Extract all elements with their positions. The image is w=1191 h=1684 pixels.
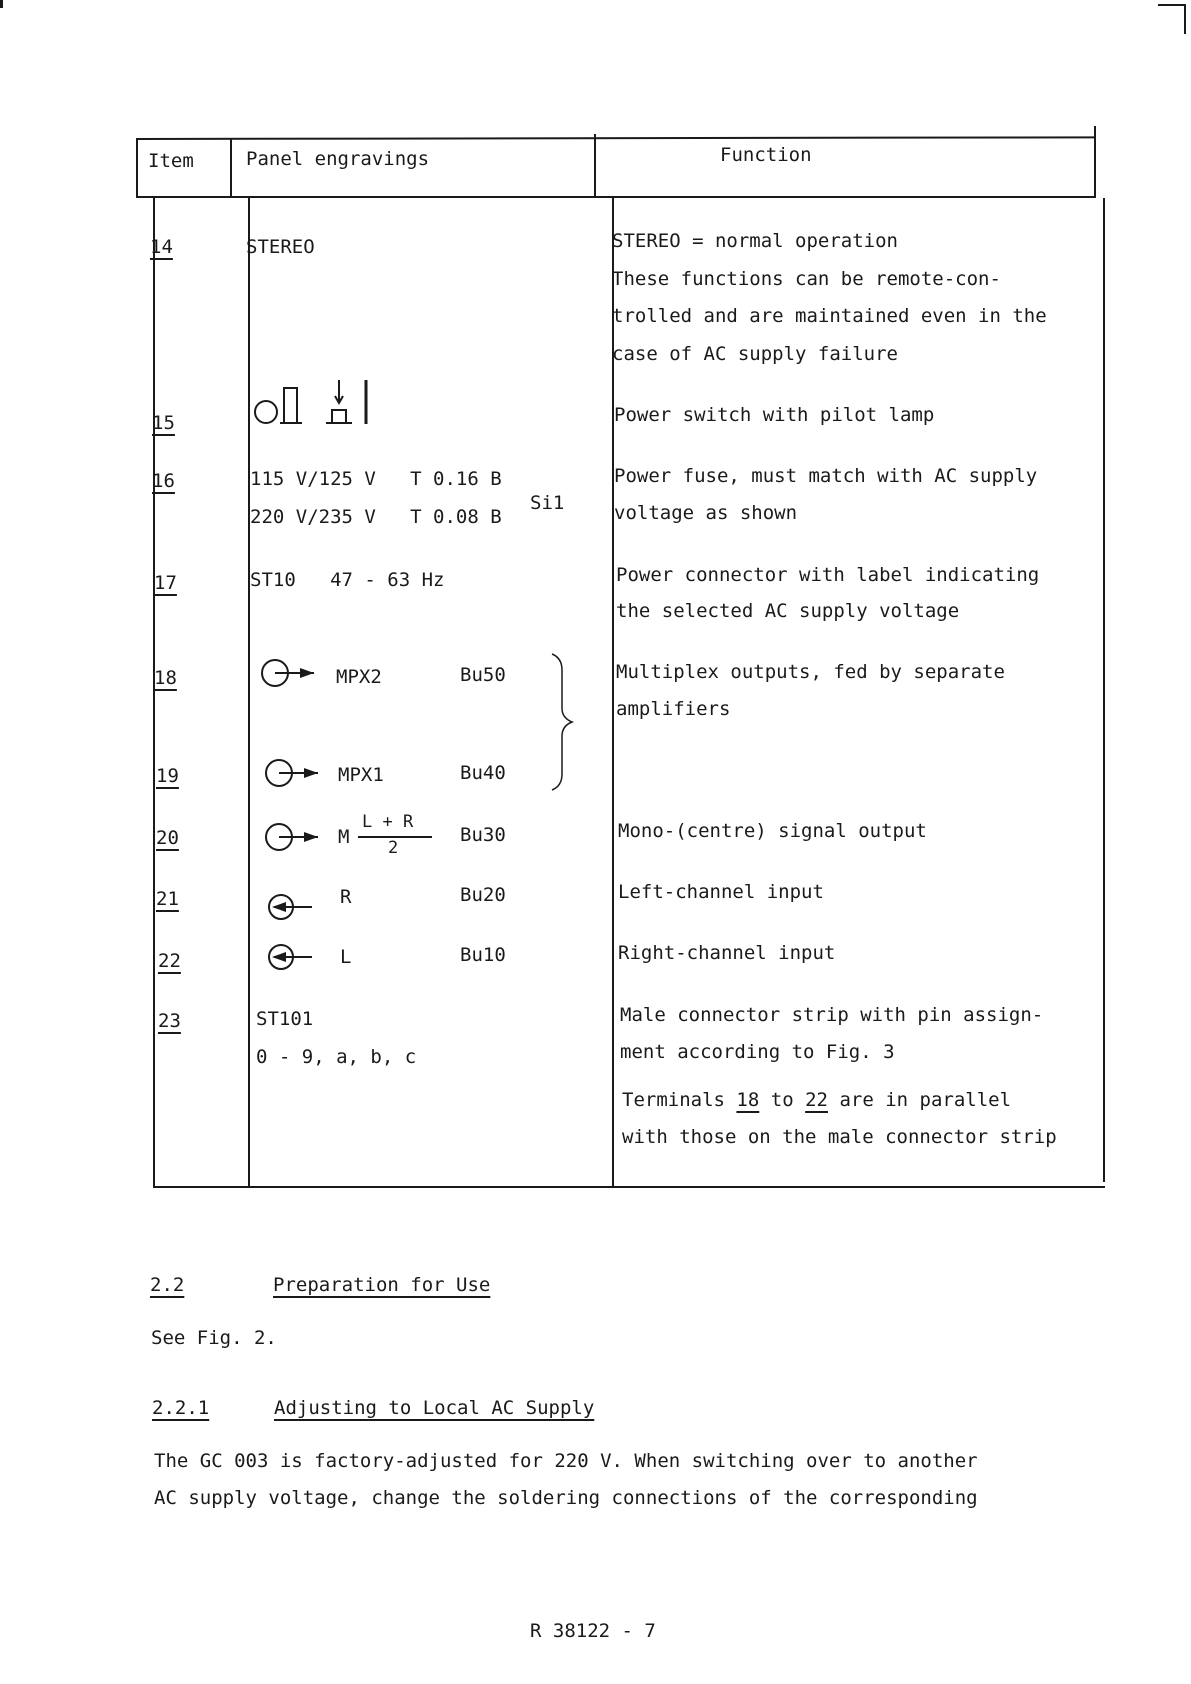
item-number: 21 — [156, 888, 179, 910]
output-jack-icon — [264, 756, 324, 790]
function-text: Power fuse, must match with AC supply — [614, 465, 1038, 487]
note-ref-18: 18 — [736, 1089, 760, 1111]
table-bottom-border — [153, 1186, 1105, 1188]
fuse-designation: Si1 — [530, 492, 565, 514]
function-text: amplifiers — [616, 698, 731, 720]
section-title-preparation: Preparation for Use — [273, 1274, 491, 1296]
note-suffix: are in parallel — [839, 1089, 1012, 1111]
item-number: 22 — [158, 950, 181, 972]
item-number: 14 — [150, 236, 173, 258]
engraving-text: ST10 47 - 63 Hz — [250, 569, 445, 591]
header-col-divider-2 — [594, 134, 596, 198]
item-number: 19 — [156, 765, 179, 787]
item-number: 20 — [156, 827, 179, 849]
engraving-text: 115 V/125 V T 0.16 B — [250, 468, 502, 490]
function-text: Multiplex outputs, fed by separate — [616, 661, 1005, 683]
function-text: the selected AC supply voltage — [616, 600, 960, 622]
header-panel-engravings: Panel engravings — [246, 148, 430, 170]
function-text: Power connector with label indicating — [616, 564, 1040, 586]
function-text: trolled and are maintained even in the — [612, 305, 1047, 327]
terminals-note-line2: with those on the male connector strip — [622, 1126, 1057, 1148]
table-top-border — [136, 136, 1096, 140]
header-divider — [136, 196, 1096, 198]
connector-label: M — [338, 826, 350, 848]
function-text: Power switch with pilot lamp — [614, 404, 935, 426]
page-reference: R 38122 - 7 — [530, 1620, 656, 1642]
power-switch-symbols-icon — [252, 378, 382, 428]
body-col-divider-1 — [248, 198, 250, 1188]
socket-label: Bu40 — [460, 762, 506, 784]
connector-label: L — [340, 946, 352, 968]
note-mid: to — [770, 1089, 794, 1111]
engraving-text: STEREO — [246, 236, 315, 258]
header-right-border — [1094, 126, 1096, 198]
engraving-text: 220 V/235 V T 0.08 B — [250, 506, 502, 528]
page-corner-mark — [1158, 0, 1186, 34]
item-number: 23 — [158, 1010, 181, 1032]
section-body-line: AC supply voltage, change the soldering connections of the corresponding — [154, 1487, 978, 1509]
header-col-divider-1 — [230, 138, 232, 198]
function-text: case of AC supply failure — [612, 343, 898, 365]
function-text: Male connector strip with pin assign- — [620, 1004, 1044, 1026]
body-left-border — [153, 198, 155, 1188]
socket-label: Bu30 — [460, 824, 506, 846]
item-number: 15 — [152, 412, 175, 434]
note-prefix: Terminals — [622, 1089, 725, 1111]
body-right-border — [1103, 198, 1105, 1182]
connector-label: MPX1 — [338, 764, 384, 786]
engraving-text: 0 - 9, a, b, c — [256, 1046, 417, 1068]
fraction-numerator: L + R — [362, 812, 414, 832]
output-jack-icon — [264, 820, 324, 854]
function-text: Left-channel input — [618, 881, 824, 903]
section-number-2-2: 2.2 — [150, 1274, 185, 1296]
function-text: ment according to Fig. 3 — [620, 1041, 895, 1063]
note-ref-22: 22 — [805, 1089, 828, 1111]
input-jack-icon — [266, 890, 326, 924]
function-text: Mono-(centre) signal output — [618, 820, 927, 842]
brace-icon — [548, 652, 578, 792]
item-number: 16 — [152, 470, 175, 492]
output-jack-icon — [260, 656, 320, 690]
function-text: These functions can be remote-con- — [612, 268, 1001, 290]
connector-label: MPX2 — [336, 666, 382, 688]
item-number: 18 — [154, 667, 177, 689]
socket-label: Bu20 — [460, 884, 506, 906]
section-body-line: The GC 003 is factory-adjusted for 220 V. When switching over to another — [154, 1450, 978, 1472]
terminals-note — [622, 1089, 1011, 1111]
engraving-text: ST101 — [256, 1008, 314, 1030]
section-title-adjusting: Adjusting to Local AC Supply — [274, 1397, 595, 1419]
socket-label: Bu10 — [460, 944, 506, 966]
connector-label: R — [340, 886, 352, 908]
function-text: STEREO = normal operation — [612, 230, 898, 252]
header-function: Function — [720, 144, 812, 166]
fraction-denominator: 2 — [388, 838, 399, 858]
socket-label: Bu50 — [460, 664, 506, 686]
section-number-2-2-1: 2.2.1 — [152, 1397, 210, 1419]
function-text: voltage as shown — [614, 502, 798, 524]
section-body-see-fig: See Fig. 2. — [151, 1327, 277, 1349]
left-edge-mark — [0, 0, 3, 8]
item-number: 17 — [154, 572, 177, 594]
header-item: Item — [148, 150, 194, 172]
function-text: Right-channel input — [618, 942, 836, 964]
header-left-border — [136, 138, 138, 198]
input-jack-icon — [266, 940, 326, 974]
